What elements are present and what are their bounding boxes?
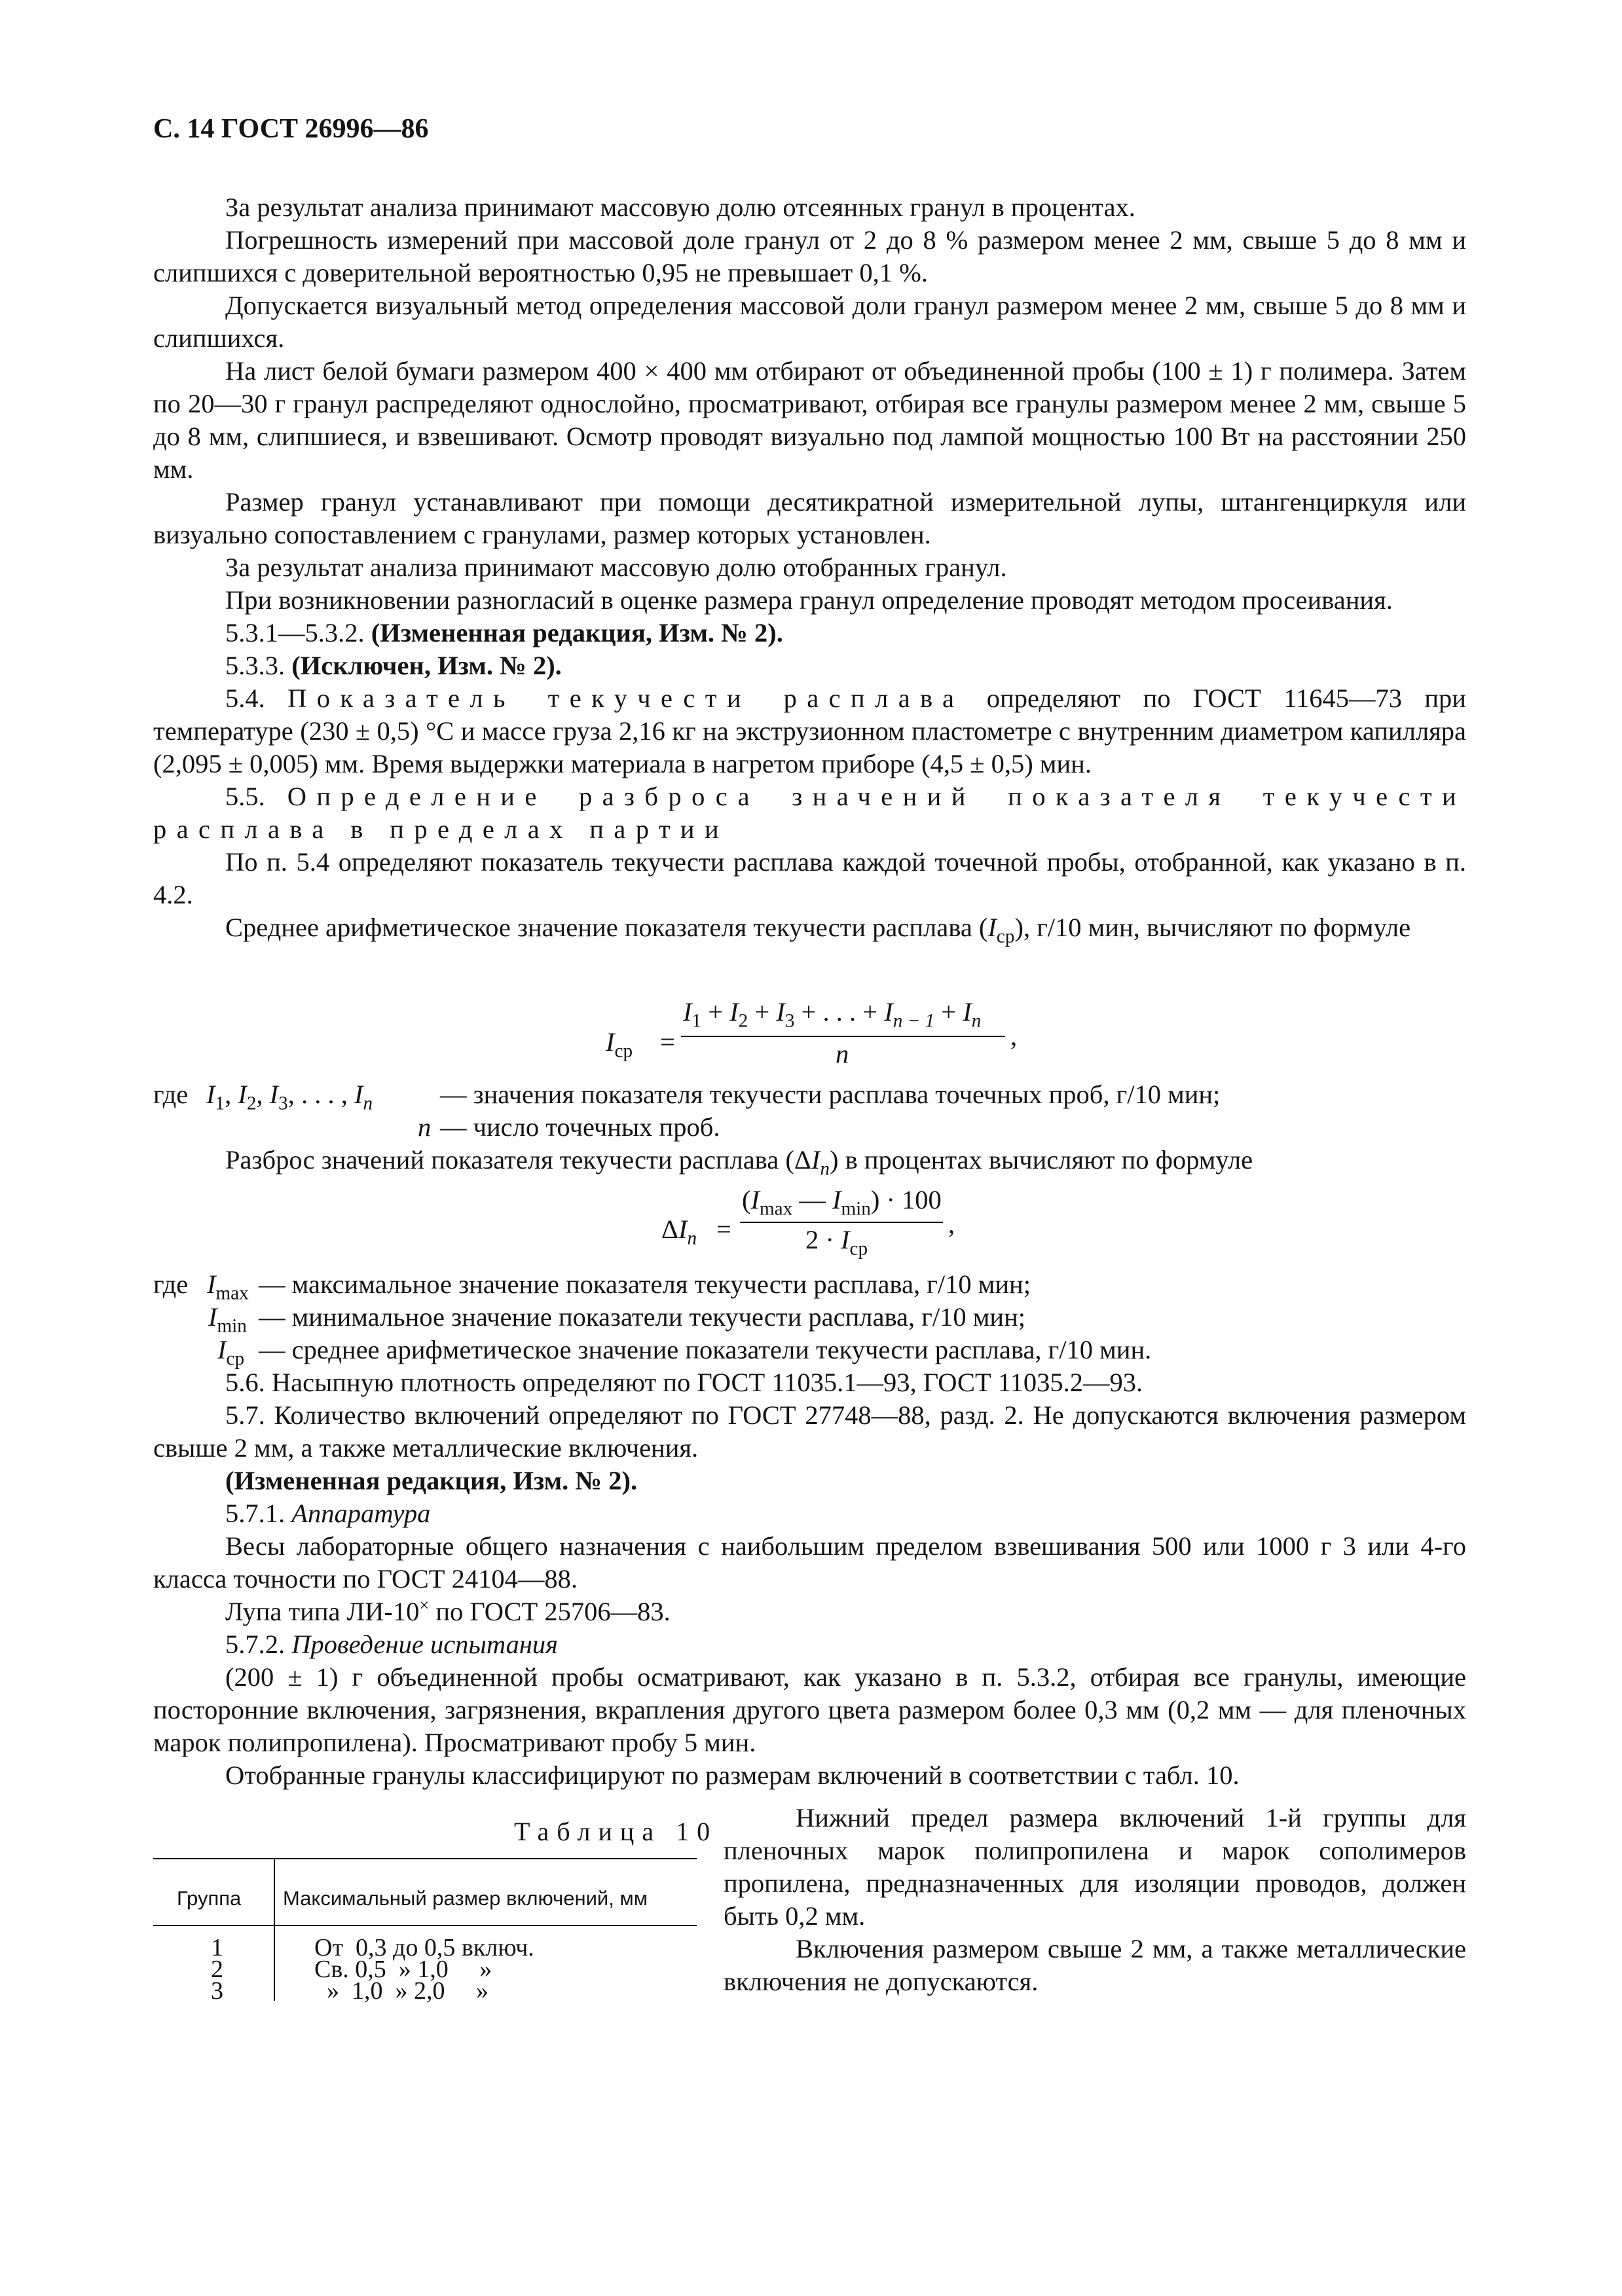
formula-denominator: n — [836, 1039, 849, 1068]
two-times: 2 · — [805, 1225, 834, 1254]
fraction-bar — [681, 1036, 1005, 1037]
amendment-text: (Исключен, Изм. № 2). — [291, 651, 562, 680]
ellipsis: . . . — [301, 1080, 335, 1109]
plus: + — [941, 997, 957, 1027]
subscript: max — [760, 1198, 793, 1220]
text-run: по ГОСТ 25706—83. — [429, 1597, 671, 1626]
clause-5-4 — [153, 682, 1466, 780]
plus: + — [708, 997, 724, 1027]
symbol-I: I — [606, 1027, 615, 1057]
symbol-I: I — [750, 1185, 760, 1214]
section-5-3-text — [153, 191, 1467, 947]
subscript: 1 — [215, 1093, 225, 1114]
clause-number: 5.4. — [225, 683, 265, 713]
text-run: Лупа типа ЛИ-10 — [225, 1597, 420, 1626]
legend-symbol — [207, 1268, 249, 1304]
fraction-bar — [740, 1222, 943, 1223]
text-run: Разброс значений показателя текучести расплава ( — [225, 1145, 794, 1175]
legend-where: где — [153, 1269, 189, 1299]
text-run: Среднее арифметическое значение показателя текучести расплава ( — [225, 913, 988, 942]
table-cell-group: 3 — [211, 1977, 223, 2005]
paragraph: Размер гранул устанавливают при помощи десятикратной измерительной лупы, штангенциркуля или визуально сопоставлением с гранулами, размер которых установлен. — [153, 487, 1466, 549]
subheading-text: Аппаратура — [291, 1499, 431, 1528]
subscript: 3 — [278, 1093, 288, 1114]
subheading — [153, 1628, 1466, 1661]
times-100: · 100 — [886, 1185, 942, 1214]
legend-text: — максимальное значение показателя текучести расплава, г/10 мин; — [259, 1269, 1031, 1299]
amendment-note — [153, 649, 1466, 682]
formula-comma: , — [948, 1209, 955, 1239]
symbol-I: I — [269, 1080, 279, 1109]
table-side-notes — [724, 1802, 1466, 1998]
paragraph — [153, 1144, 1466, 1180]
symbol-I: I — [354, 1080, 363, 1109]
table-header-rule — [153, 1925, 697, 1926]
table-cell-group: 2 — [211, 1956, 223, 1983]
amendment-note — [153, 617, 1466, 649]
subscript: n — [687, 1228, 697, 1249]
formula-numerator: ($I_{max}$ — $I_{min}) \cdot 100$ — [742, 1185, 942, 1220]
superscript: × — [419, 1595, 430, 1615]
paragraph: За результат анализа принимают массовую долю отобранных гранул. — [225, 553, 1007, 582]
legend-symbols: $I_1$, $I_2$, $I_3$, . . . , $I_n$ — [206, 1080, 373, 1114]
text-run: ), г/10 мин, вычисляют по формуле — [1014, 913, 1411, 942]
equals-sign: = — [716, 1214, 731, 1244]
symbol-I: I — [207, 1269, 216, 1299]
symbol-I: I — [238, 1080, 247, 1109]
symbol-I: I — [678, 1214, 688, 1244]
clause-number: 5.5. — [225, 782, 265, 811]
amendment-text: (Измененная редакция, Изм. № 2). — [371, 618, 783, 647]
symbol-I: I — [811, 1145, 820, 1175]
subscript: n — [971, 1010, 982, 1032]
symbol-I: I — [884, 997, 893, 1027]
formula-denominator — [805, 1224, 868, 1260]
subscript-cp: ср — [614, 1040, 633, 1062]
symbol-I: I — [841, 1225, 850, 1254]
spread-intro — [153, 1144, 1466, 1180]
page-header: С. 14 ГОСТ 26996—86 — [153, 114, 429, 144]
symbol-I: I — [987, 913, 997, 942]
legend-symbol — [208, 1301, 247, 1337]
symbol-I: I — [729, 997, 739, 1027]
subscript: max — [215, 1283, 249, 1304]
subscript: n — [820, 1158, 830, 1180]
clause-body: определяют по ГОСТ 11645—73 при температуре (230 ± 0,5) °С и массе груза 2,16 кг на экструзионном пластометре с внутренним диаметром капилляра (2,095 ± 0,005) мм. Время выдержки материала в нагретом приборе (4,5 ± 0,5) мин. — [153, 683, 1466, 778]
symbol-I: I — [776, 997, 785, 1027]
subscript: n — [363, 1093, 373, 1114]
formula-lhs — [661, 1213, 697, 1249]
clause-5-5 — [153, 780, 1466, 846]
table-header-group: Группа — [177, 1887, 242, 1910]
subscript-cp: ср — [849, 1238, 868, 1260]
symbol-I: I — [683, 997, 692, 1027]
plus: + — [862, 997, 878, 1027]
paragraph: Погрешность измерений при массовой доле гранул от 2 до 8 % размером менее 2 мм, свыше 5 до 8 мм и слипшихся с доверительной вероятностью 0,95 не превышает 0,1 %. — [153, 225, 1466, 287]
section-5-6-5-7-text — [153, 1366, 1466, 1792]
table-cell-size: » 1,0 » 2,0 » — [314, 1977, 488, 2005]
paragraph: Включения размером свыше 2 мм, а также металлические включения не допускаются. — [724, 1934, 1466, 1996]
legend-text: — число точечных проб. — [440, 1112, 720, 1142]
ellipsis: . . . — [822, 997, 857, 1027]
subheading-text: Проведение испытания — [291, 1630, 559, 1659]
symbol-I: I — [217, 1335, 227, 1364]
subscript: min — [841, 1198, 871, 1220]
symbol-I: I — [832, 1185, 841, 1214]
legend-where: где — [153, 1080, 189, 1109]
equals-sign: = — [660, 1027, 675, 1057]
amendment-note — [153, 1465, 1466, 1497]
clause-number: 5.7.1. — [225, 1499, 286, 1528]
table-cell-size: Св. 0,5 » 1,0 » — [314, 1956, 492, 1983]
table-header-size: Максимальный размер включений, мм — [283, 1887, 648, 1910]
table-column-rule — [274, 1858, 275, 2001]
subscript: 2 — [738, 1010, 748, 1032]
paragraph: Нижний предел размера включений 1-й группы для пленочных марок полипропилена и марок сополимеров пропилена, предназначенных для изоляции проводов, должен быть 0,2 мм. — [724, 1803, 1466, 1931]
formula-lhs — [606, 1026, 633, 1062]
table-title: Таблица 10 — [514, 1817, 718, 1846]
legend-symbol-n: n — [418, 1112, 432, 1142]
symbol-I: I — [208, 1302, 217, 1332]
paragraph: Отобранные гранулы классифицируют по размерам включений в соответствии с табл. 10. — [225, 1760, 1240, 1790]
subscript: n − 1 — [893, 1010, 935, 1032]
delta: Δ — [661, 1214, 679, 1244]
text-run: ) в процентах вычисляют по формуле — [829, 1145, 1253, 1175]
delta: Δ — [794, 1145, 811, 1175]
paragraph: При возникновении разногласий в оценке размера гранул определение проводят методом просеивания. — [225, 585, 1393, 615]
plus: + — [754, 997, 770, 1027]
paragraph: (200 ± 1) г объединенной пробы осматривают, как указано в п. 5.3.2, отбирая все гранулы, имеющие посторонние включения, загрязнения, вкрапления другого цвета размером более 0,3 мм (0,2 мм — для пленочных марок полипропилена). Просматривают пробу 5 мин. — [153, 1662, 1466, 1757]
subscript: 3 — [784, 1010, 795, 1032]
paragraph: Весы лабораторные общего назначения с наибольшим пределом взвешивания 500 или 1000 г 3 или 4-го класса точности по ГОСТ 24104—88. — [153, 1531, 1466, 1594]
symbol-I: I — [206, 1080, 215, 1109]
paragraph — [153, 1595, 1466, 1628]
subheading — [153, 1497, 1466, 1530]
paragraph: 5.6. Насыпную плотность определяют по ГОСТ 11035.1—93, ГОСТ 11035.2—93. — [225, 1368, 1143, 1397]
formula-numerator — [683, 996, 982, 1032]
clause-number: 5.3.1—5.3.2. — [225, 618, 365, 647]
legend-text: — значения показателя текучести расплава точечных проб, г/10 мин; — [440, 1080, 1221, 1109]
clause-number: 5.7.2. — [225, 1630, 286, 1659]
paragraph: 5.7. Количество включений определяют по ГОСТ 27748—88, разд. 2. Не допускаются включения размером свыше 2 мм, а также металлические включения. — [153, 1400, 1466, 1463]
clause-number: 5.3.3. — [225, 651, 286, 680]
paragraph: На лист белой бумаги размером 400 × 400 мм отбирают от объединенной пробы (100 ± 1) г полимера. Затем по 20—30 г гранул распределяют однослойно, просматривают, отбирая все гранулы размером менее 2 мм, свыше 5 до 8 мм, слипшиеся, и взвешивают. Осмотр проводят визуально под лампой мощностью 100 Вт на расстоянии 250 мм. — [153, 356, 1466, 484]
paragraph: Допускается визуальный метод определения массовой доли гранул размером менее 2 мм, свыше 5 до 8 мм и слипшихся. — [153, 291, 1466, 353]
subscript: 1 — [691, 1010, 702, 1032]
formula-comma: , — [1010, 1021, 1018, 1051]
legend-text: — среднее арифметическое значение показатели текучести расплава, г/10 мин. — [259, 1335, 1152, 1364]
table-top-rule — [153, 1858, 697, 1859]
table-cell-size: От 0,3 до 0,5 включ. — [314, 1934, 534, 1961]
paragraph — [153, 911, 1466, 947]
subscript: 2 — [246, 1093, 257, 1114]
plus: + — [801, 997, 817, 1027]
legend-symbol — [217, 1334, 245, 1370]
minus: — — [799, 1185, 826, 1214]
legend-text: — минимальное значение показатели текучести расплава, г/10 мин; — [259, 1302, 1025, 1332]
subscript: min — [217, 1315, 247, 1337]
subscript-cp: ср — [226, 1348, 245, 1370]
clause-title: Определение разброса значений показателя текучести расплава в пределах партии — [153, 782, 1467, 844]
clause-title: Показатель текучести расплава — [287, 683, 965, 713]
paragraph: За результат анализа принимают массовую долю отсеянных гранул в процентах. — [225, 192, 1135, 222]
subscript-cp: ср — [996, 926, 1015, 947]
paragraph: По п. 5.4 определяют показатель текучести расплава каждой точечной пробы, отобранной, как указано в п. 4.2. — [153, 847, 1466, 909]
amendment-text: (Измененная редакция, Изм. № 2). — [225, 1466, 638, 1495]
table-cell-group: 1 — [211, 1934, 223, 1961]
symbol-I: I — [963, 997, 972, 1027]
